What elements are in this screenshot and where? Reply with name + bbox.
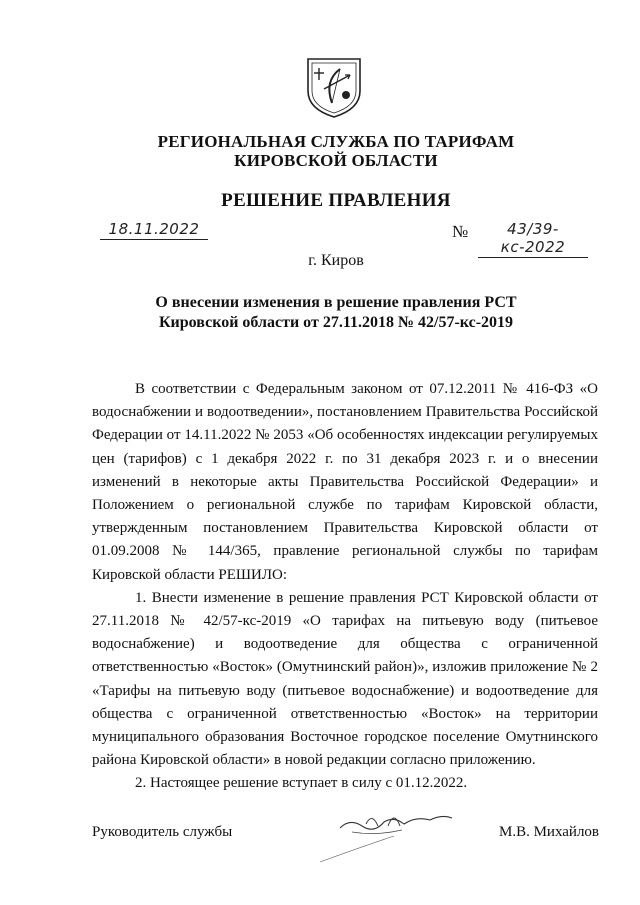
city-line: г. Киров [308,252,364,269]
organization-name-line1: РЕГИОНАЛЬНАЯ СЛУЖБА ПО ТАРИФАМ [157,132,515,151]
handwritten-signature [318,796,468,866]
subject-line2: Кировской области от 27.11.2018 № 42/57-кс-2019 [158,314,514,331]
document-type-title: РЕШЕНИЕ ПРАВЛЕНИЯ [221,190,451,211]
clause-2-paragraph: 2. Настоящее решение вступает в силу с 01.12.2022. [135,775,468,792]
decision-number: 43/39-кс-2022 [478,220,588,258]
subject-line1: О внесении изменения в решение правления РСТ [155,294,517,311]
signatory-role: Руководитель службы [92,824,233,840]
clause-1-paragraph: 1. Внести изменение в решение правления РСТ Кировской области от 27.11.2018 № 42/57-кс-2019 «О тарифах на питьевую воду (питьевое водоснабжение) и водоотведение для общества с ограниченной ответственностью «Восток» (Омутнинский район)», изложив приложение № 2 «Тарифы на питьевую воду (питьевое водоснабжение) и водоотведение для общества с ограниченной ответственностью «Восток» на территории муниципального образования Восточное городское поселение Омутнинского района Кировской области» в новой редакции согласно приложению. [92,589,598,769]
number-label: № [452,222,469,241]
decision-subject [0,293,640,333]
decision-body [92,378,598,796]
preamble-paragraph: В соответствии с Федеральным законом от 07.12.2011 № 416-ФЗ «О водоснабжении и водоотведении», постановлением Правительства Российской Федерации от 14.11.2022 № 2053 «Об особенностях индексации регулируемых цен (тарифов) с 1 декабря 2022 г. по 31 декабря 2023 г. и о внесении изменений в некоторые акты Правительства Российской Федерации» и Положением о региональной службе по тарифам Кировской области, утвержденным постановлением Правительства Кировской области от 01.09.2008 № 144/365, правление региональной службы по тарифам Кировской области РЕШИЛО: [92,381,598,583]
kirov-region-coat-of-arms-icon [302,55,366,119]
organization-name-line2: КИРОВСКОЙ ОБЛАСТИ [234,151,438,170]
decision-date: 18.11.2022 [100,220,208,240]
signatory-name: М.В. Михайлов [499,824,600,840]
